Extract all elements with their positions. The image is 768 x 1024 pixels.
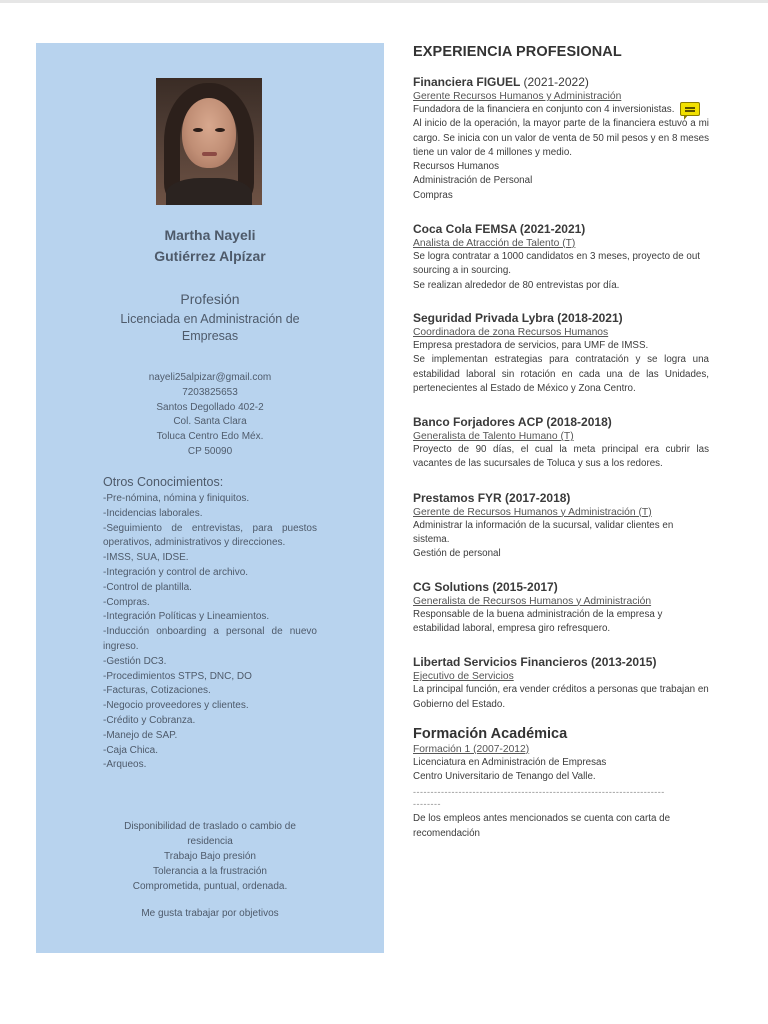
job-company: Coca Cola FEMSA (2021-2021)	[413, 222, 586, 237]
main-column	[413, 44, 709, 841]
job-company: CG Solutions (2015-2017)	[413, 579, 558, 594]
page-top-border	[0, 0, 768, 3]
contact-zip: CP 50090	[187, 445, 233, 457]
company-name: Financiera FIGUEL	[413, 75, 521, 89]
job-company: Seguridad Privada Lybra (2018-2021)	[413, 310, 623, 325]
profession-heading: Profesión	[180, 291, 240, 307]
job-company: Prestamos FYR (2017-2018)	[413, 490, 571, 505]
list-item: -Integración y control de archivo.	[103, 566, 249, 578]
profession-value	[36, 311, 384, 345]
extra-line: Tolerancia a la frustración	[153, 866, 267, 877]
job-desc: Administrar la información de la sucursal, validar clientes en sistema.	[413, 519, 674, 546]
job-desc: Compras	[413, 189, 453, 201]
job-desc: La principal función, era vender créditos a personas que trabajan en Gobierno del Estado.	[413, 684, 709, 710]
availability-block	[36, 819, 384, 894]
job-role: Coordinadora de zona Recursos Humanos	[413, 326, 609, 338]
list-item: -Caja Chica.	[103, 744, 159, 756]
list-item: -Inducción onboarding a personal de nuevo ingreso.	[103, 626, 317, 652]
name-line-1: Martha Nayeli	[164, 227, 256, 243]
job-desc: Empresa prestadora de servicios, para UMF de IMSS.	[413, 339, 649, 351]
extra-line: Disponibilidad de traslado o cambio de	[124, 821, 296, 832]
name-line-2: Gutiérrez Alpízar	[154, 248, 266, 264]
job-role: Analista de Atracción de Talento (T)	[413, 238, 576, 250]
list-item: -Incidencias laborales.	[103, 507, 203, 519]
education-school: Centro Universitario de Tenango del Valle.	[413, 771, 596, 783]
contact-colony: Col. Santa Clara	[173, 416, 247, 428]
job-desc: Responsable de la buena administración de la empresa y estabilidad laboral, empresa giro refresquero.	[413, 608, 663, 634]
education-degree: Licenciatura en Administración de Empresas	[413, 756, 607, 768]
job-role: Generalista de Talento Humano (T)	[413, 431, 574, 443]
extra-line: residencia	[187, 836, 233, 847]
list-item: -Compras.	[103, 596, 150, 608]
contact-email: nayeli25alpizar@gmail.com	[148, 372, 272, 383]
skills-list	[103, 492, 317, 773]
list-item: -Negocio proveedores y clientes.	[103, 700, 249, 712]
education-label: Formación 1 (2007-2012)	[413, 743, 530, 755]
contact-city: Toluca Centro Edo Méx.	[156, 431, 264, 443]
goal-statement: Me gusta trabajar por objetivos	[141, 908, 279, 919]
list-item: -Control de plantilla.	[103, 581, 192, 593]
separator-line: --------	[413, 799, 441, 810]
experience-heading: EXPERIENCIA PROFESIONAL	[413, 44, 622, 60]
extra-line: Comprometida, puntual, ordenada.	[132, 881, 288, 892]
candidate-name	[36, 225, 384, 267]
list-item: -Integración Políticas y Lineamientos.	[103, 611, 270, 623]
job-desc: Se implementan estrategias para contratación y se logra una estabilidad laboral sin rotación en cada una de las Unidades, pertenecientes al Estado de México y Zona Centro.	[413, 354, 709, 394]
list-item: -Seguimiento de entrevistas, para puestos operativos, administrativos y direcciones.	[103, 522, 317, 549]
extra-line: Trabajo Bajo presión	[164, 851, 256, 862]
job-company	[413, 74, 709, 90]
sidebar	[36, 43, 384, 953]
separator-line: ------------------------------------------------------------------------	[413, 787, 665, 798]
job-entry	[413, 221, 709, 293]
skills-heading: Otros Conocimientos:	[103, 475, 224, 489]
job-desc: Al inicio de la operación, la mayor parte de la financiera estuvo a mi cargo. Se inicia con un valor de venta de 50 mil pesos y en 8 meses tiene un valor de 4 millones y medio.	[413, 118, 709, 158]
job-company: Libertad Servicios Financieros (2013-2015)	[413, 655, 657, 670]
job-entry	[413, 490, 709, 562]
job-role: Ejecutivo de Servicios	[413, 671, 514, 683]
list-item: -Gestión DC3.	[103, 655, 167, 667]
job-years: (2021-2022)	[523, 75, 589, 89]
job-entry	[413, 414, 709, 472]
contact-phone: 7203825653	[182, 386, 238, 398]
list-item: -IMSS, SUA, IDSE.	[103, 552, 189, 564]
list-item: -Pre-nómina, nómina y finiquitos.	[103, 493, 250, 504]
job-company: Banco Forjadores ACP (2018-2018)	[413, 415, 612, 430]
job-desc: Recursos Humanos	[413, 161, 500, 173]
job-role: Gerente de Recursos Humanos y Administración (T)	[413, 506, 652, 518]
job-entry	[413, 579, 709, 637]
contact-street: Santos Degollado 402-2	[156, 401, 264, 413]
list-item: -Facturas, Cotizaciones.	[103, 685, 211, 697]
job-role: Generalista de Recursos Humanos y Administración	[413, 595, 652, 607]
list-item: -Arqueos.	[103, 759, 147, 771]
profession-line-2: Empresas	[181, 329, 239, 343]
job-desc: Fundadora de la financiera en conjunto con 4 inversionistas.	[413, 104, 675, 115]
job-desc: Proyecto de 90 días, el cual la meta principal era cubrir las vacantes de las sucursales de Toluca y sus a los redores.	[413, 444, 709, 470]
job-desc: Gestión de personal	[413, 548, 501, 560]
job-desc: Administración de Personal	[413, 175, 533, 187]
list-item: -Procedimientos STPS, DNC, DO	[103, 670, 252, 682]
job-role: Gerente Recursos Humanos y Administración	[413, 91, 622, 102]
list-item: -Crédito y Cobranza.	[103, 714, 196, 726]
contact-block	[36, 371, 384, 460]
profession-line-1: Licenciada en Administración de	[120, 312, 300, 326]
job-entry	[413, 74, 709, 203]
list-item: -Manejo de SAP.	[103, 729, 178, 741]
profile-photo	[156, 78, 262, 205]
education-heading: Formación Académica	[413, 725, 568, 742]
job-entry	[413, 310, 709, 396]
job-desc: Se realizan alrededor de 80 entrevistas por día.	[413, 279, 620, 291]
recommendation-note: De los empleos antes mencionados se cuenta con carta de recomendación	[413, 813, 671, 839]
job-entry	[413, 654, 709, 712]
job-desc: Se logra contratar a 1000 candidatos en 3 meses, proyecto de out sourcing a in sourcing.	[413, 251, 701, 277]
